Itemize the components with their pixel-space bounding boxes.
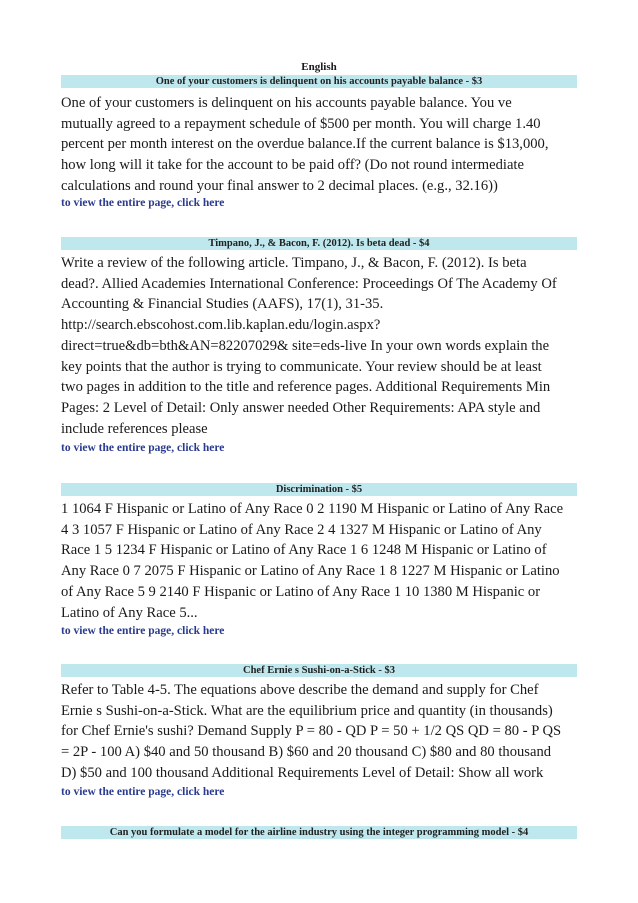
body-line: for Chef Ernie's sushi? Demand Supply P = 80 - QD P = 50 + 1/2 QS QD = 80 - P QS	[61, 723, 562, 740]
section-header-4: Chef Ernie s Sushi-on-a-Stick - $3	[61, 664, 577, 677]
body-line: Race 1 5 1234 F Hispanic or Latino of Any Race 1 6 1248 M Hispanic or Latino of	[61, 542, 547, 559]
body-line: how long will it take for the account to be paid off? (Do not round intermediate	[61, 157, 524, 174]
section-body-3	[61, 499, 581, 623]
page-title: English	[301, 61, 337, 73]
body-line: Pages: 2 Level of Detail: Only answer needed Other Requirements: APA style and	[61, 399, 541, 416]
body-line: Accounting & Financial Studies (AAFS), 17(1), 31-35.	[61, 296, 384, 313]
body-line: 1 1064 F Hispanic or Latino of Any Race 0 2 1190 M Hispanic or Latino of Any Race	[61, 501, 564, 517]
section-body-1	[61, 93, 581, 197]
body-line: 4 3 1057 F Hispanic or Latino of Any Race 2 4 1327 M Hispanic or Latino of Any	[61, 521, 542, 538]
body-line: Latino of Any Race 5...	[61, 604, 198, 621]
section-header-2: Timpano, J., & Bacon, F. (2012). Is beta dead - $4	[61, 237, 577, 250]
body-line: two pages in addition to the title and reference pages. Additional Requirements Min	[61, 379, 551, 396]
body-line: calculations and round your final answer to 2 decimal places. (e.g., 32.16))	[61, 177, 498, 194]
view-page-link-1[interactable]: to view the entire page, click here	[61, 197, 225, 209]
body-line: percent per month interest on the overdue balance.If the current balance is $13,000,	[61, 136, 549, 153]
body-line: Refer to Table 4-5. The equations above describe the demand and supply for Chef	[61, 682, 539, 698]
body-line: Write a review of the following article. Timpano, J., & Bacon, F. (2012). Is beta	[61, 255, 527, 271]
section-header-5: Can you formulate a model for the airline industry using the integer programming model - $4	[61, 826, 577, 839]
body-line: One of your customers is delinquent on his accounts payable balance. You ve	[61, 95, 512, 111]
body-line: Ernie s Sushi-on-a-Stick. What are the equilibrium price and quantity (in thousands)	[61, 702, 553, 719]
view-page-link-3[interactable]: to view the entire page, click here	[61, 625, 225, 637]
section-body-2	[61, 253, 581, 439]
body-line: Any Race 0 7 2075 F Hispanic or Latino of Any Race 1 8 1227 M Hispanic or Latino	[61, 563, 560, 580]
view-page-link-4[interactable]: to view the entire page, click here	[61, 786, 225, 798]
body-line: dead?. Allied Academies International Conference: Proceedings Of The Academy Of	[61, 275, 557, 292]
body-line: key points that the author is trying to communicate. Your review should be at least	[61, 358, 542, 375]
section-body-4	[61, 680, 581, 784]
body-line: of Any Race 5 9 2140 F Hispanic or Latino of Any Race 1 10 1380 M Hispanic or	[61, 583, 541, 600]
section-header-1: One of your customers is delinquent on his accounts payable balance - $3	[61, 75, 577, 88]
body-line: = 2P - 100 A) $40 and 50 thousand B) $60 and 20 thousand C) $80 and 80 thousand	[61, 744, 552, 761]
body-line: mutually agreed to a repayment schedule of $500 per month. You will charge 1.40	[61, 115, 541, 132]
body-line: direct=true&db=bth&AN=82207029& site=eds-live In your own words explain the	[61, 337, 550, 354]
view-page-link-2[interactable]: to view the entire page, click here	[61, 442, 225, 454]
body-line: D) $50 and 100 thousand Additional Requirements Level of Detail: Show all work	[61, 764, 544, 781]
section-header-3: Discrimination - $5	[61, 483, 577, 496]
body-line: http://search.ebscohost.com.lib.kaplan.edu/login.aspx?	[61, 317, 381, 334]
body-line: include references please	[61, 420, 208, 437]
